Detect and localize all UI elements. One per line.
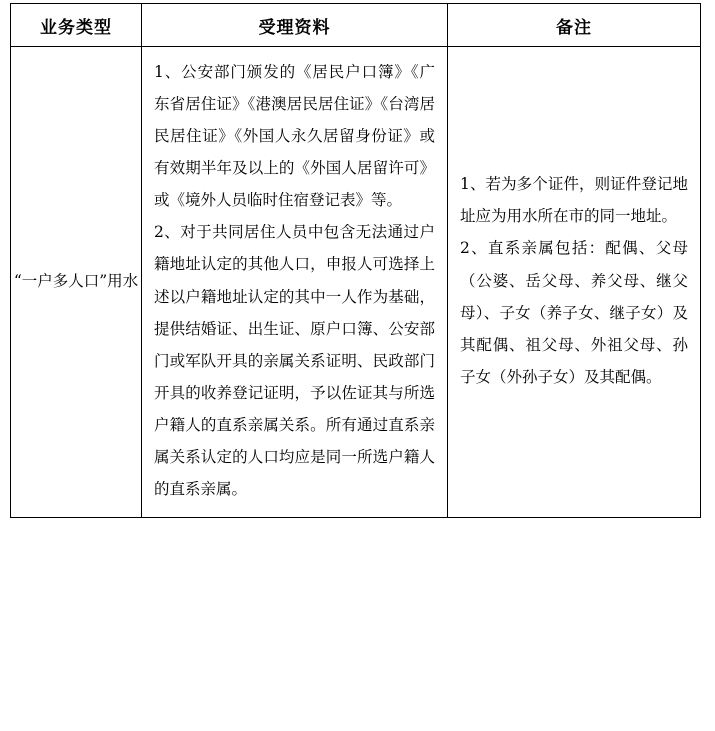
cell-business-type: “一户多人口”用水 xyxy=(11,47,142,518)
column-header-accepted-documents: 受理资料 xyxy=(142,4,448,47)
business-type-table xyxy=(10,3,701,518)
remark-item-2: 2、直系亲属包括：配偶、父母（公婆、岳父母、养父母、继父母）、子女（养子女、继子女）及其配偶、祖父母、外祖父母、孙子女（外孙子女）及其配偶。 xyxy=(460,239,688,386)
column-header-business-type: 业务类型 xyxy=(11,4,142,47)
table-row xyxy=(11,47,701,518)
cell-remark xyxy=(448,47,701,518)
cell-accepted-documents xyxy=(142,47,448,518)
remark-item-1: 1、若为多个证件，则证件登记地址应为用水所在市的同一地址。 xyxy=(460,175,688,226)
table-header-row xyxy=(11,4,701,47)
document-item-2: 2、对于共同居住人员中包含无法通过户籍地址认定的其他人口，申报人可选择上述以户籍地址认定的其中一人作为基础，提供结婚证、出生证、原户口簿、公安部门或军队开具的亲属关系证明、民政部门开具的收养登记证明，予以佐证其与所选户籍人的直系亲属关系。所有通过直系亲属关系认定的人口均应是同一所选户籍人的直系亲属。 xyxy=(154,223,435,499)
document-item-1: 1、公安部门颁发的《居民户口簿》《广东省居住证》《港澳居民居住证》《台湾居民居住证》《外国人永久居留身份证》或有效期半年及以上的《外国人居留许可》或《境外人员临时住宿登记表》等。 xyxy=(154,63,435,210)
column-header-remark: 备注 xyxy=(448,4,701,47)
